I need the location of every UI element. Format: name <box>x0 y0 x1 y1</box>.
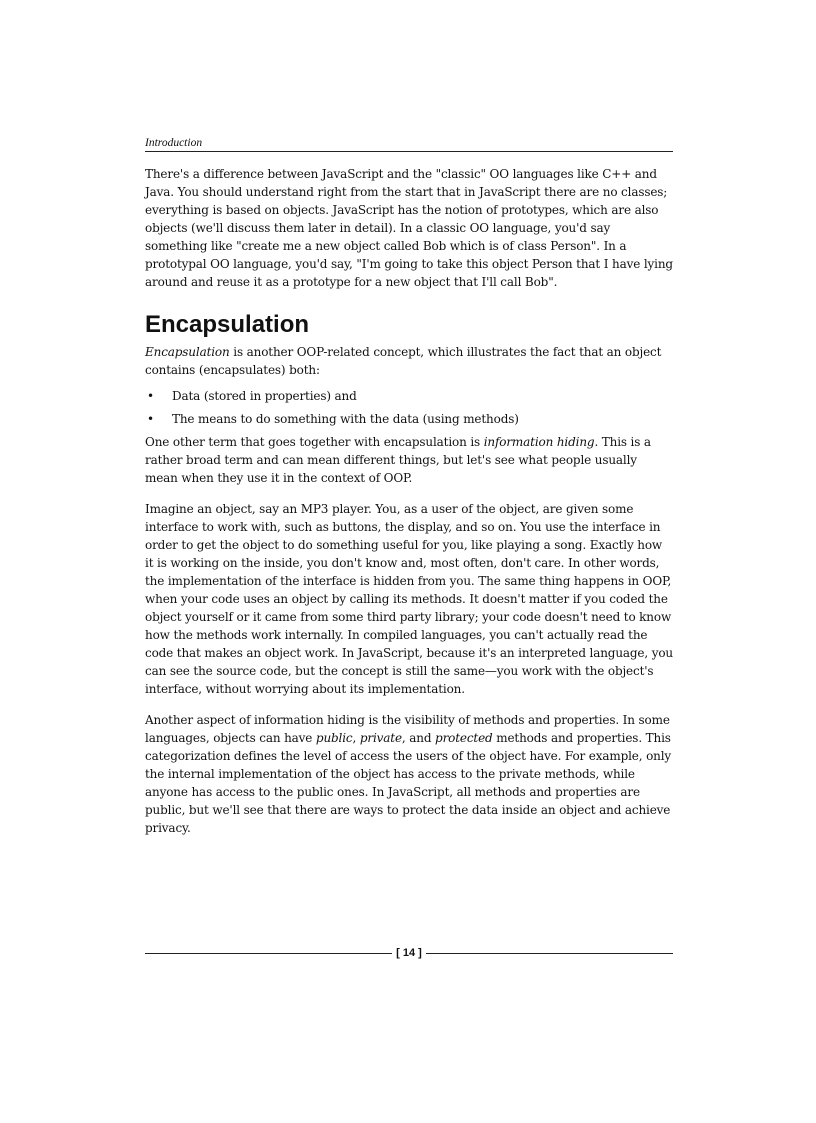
term-public: public <box>315 731 353 745</box>
footer-rule-right <box>426 953 673 954</box>
term-protected: protected <box>435 731 493 745</box>
visibility-part1: Another aspect of information hiding is the visibility of methods and properties. In some languages, objects can have <box>145 713 670 745</box>
running-header: Introduction <box>145 136 673 152</box>
list-item <box>145 387 673 405</box>
visibility-part2: methods and properties. This categorization defines the level of access the users of the object have. For example, only the internal implementation of the object has access to the private methods, while anyone has access to the public ones. In JavaScript, all methods and properties are public, but we'll see that there are ways to protect the data inside an object and achieve privacy. <box>145 731 672 835</box>
encapsulation-term: Encapsulation <box>145 345 230 359</box>
visibility-sep2: , and <box>401 731 436 745</box>
footer-rule-left <box>145 953 392 954</box>
encapsulation-lead-text: is another OOP-related concept, which illustrates the fact that an object contains (encapsulates) both: <box>145 345 662 377</box>
page-footer <box>145 945 673 961</box>
page-number: [ 14 ] <box>396 947 422 959</box>
bullet-glyph: • <box>147 412 154 426</box>
section-heading: Encapsulation <box>145 311 310 338</box>
information-hiding-paragraph <box>145 433 673 487</box>
intro-paragraph: There's a difference between JavaScript and the "classic" OO languages like C++ and Java. You should understand right from the start that in JavaScript there are no classes; everything is based on objects. JavaScript has the notion of prototypes, which are also objects (we'll discuss them later in detail). In a classic OO language, you'd say something like "create me a new object called Bob which is of class Person". In a prototypal OO language, you'd say, "I'm going to take this object Person that I have lying around and reuse it as a prototype for a new object that I'll call Bob". <box>145 167 673 289</box>
info-hiding-after: . This is a rather broad term and can mean different things, but let's see what people usually mean when they use it in the context of OOP. <box>145 435 651 485</box>
visibility-paragraph <box>145 711 673 837</box>
encapsulation-bullet-list <box>145 387 673 428</box>
info-hiding-term: information hiding <box>483 435 595 449</box>
bullet-glyph: • <box>147 389 154 403</box>
page-content <box>145 165 673 850</box>
info-hiding-before: One other term that goes together with encapsulation is <box>145 435 484 449</box>
encapsulation-lead-paragraph <box>145 343 673 379</box>
mp3-player-paragraph: Imagine an object, say an MP3 player. You, as a user of the object, are given some interface to work with, such as buttons, the display, and so on. You use the interface in order to get the object to do something useful for you, like playing a song. Exactly how it is working on the inside, you don't know and, most often, don't care. In other words, the implementation of the interface is hidden from you. The same thing happens in OOP, when your code uses an object by calling its methods. It doesn't matter if you coded the object yourself or it came from some third party library; your code doesn't need to know how the methods work internally. In compiled languages, you can't actually read the code that makes an object work. In JavaScript, because it's an interpreted language, you can see the source code, but the concept is still the same—you work with the object's interface, without worrying about its implementation. <box>145 502 673 696</box>
term-private: private <box>359 731 402 745</box>
list-item-text: Data (stored in properties) and <box>172 389 357 403</box>
visibility-sep1: , <box>352 731 360 745</box>
list-item <box>145 410 673 428</box>
list-item-text: The means to do something with the data (using methods) <box>172 412 519 426</box>
